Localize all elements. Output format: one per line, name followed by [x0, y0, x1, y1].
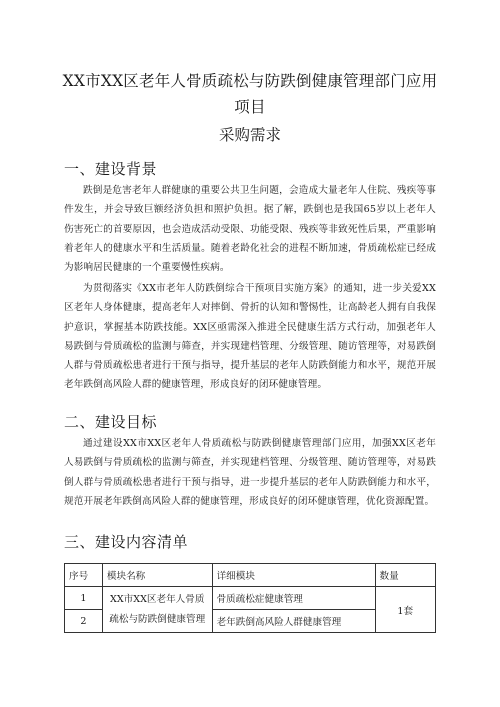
document-subtitle: 采购需求: [218, 126, 281, 144]
table-row: [65, 587, 436, 610]
section-heading-background: 一、建设背景: [64, 160, 158, 178]
table-header-row: [65, 564, 436, 587]
table-cell-module-name: XX市XX区老年人骨质疏松与防跌倒健康管理: [102, 587, 212, 633]
goals-paragraph: 通过建设XX市XX区老年人骨质疏松与防跌倒健康管理部门应用，加强XX区老年人易跌倒与骨质疏松的监测与筛查，并实现建档管理、分级管理、随访管理等，对易跌倒人群与骨质疏松患者进行干预与指导，进一步提升基层的老年人防跌倒能力和水平，规范开展老年跌倒高风险人群的健康管理，形成良好的闭环健康管理，优化资源配置。: [64, 438, 436, 507]
background-paragraph-1: 跌倒是危害老年人群健康的重要公共卫生问题，会造成大量老年人住院、残疾等事件发生，并会导致巨额经济负担和照护负担。据了解，跌倒也是我国65岁以上老年人伤害死亡的首要原因，也会造成活动受限、功能受限、残疾等非致死性后果，严重影响着老年人的健康水平和生活质量。随着老龄化社会的进程不断加速，骨质疏松症已经成为影响居民健康的一个重要慢性疾病。: [64, 185, 436, 274]
table-cell-no: 2: [65, 610, 103, 633]
table-cell-detail: 老年跌倒高风险人群健康管理: [212, 610, 375, 633]
table-header-module: 模块名称: [102, 564, 212, 587]
table-cell-quantity: 1套: [375, 587, 436, 633]
background-paragraph-2: 为贯彻落实《XX市老年人防跌倒综合干预项目实施方案》的通知，进一步关爱XX区老年人身体健康，提高老年人对摔倒、骨折的认知和警惕性，让高龄老人拥有自我保护意识，掌握基本防跌技能。XX区亟需深入推进全民健康生活方式行动，加强老年人易跌倒与骨质疏松的监测与筛查，并实现建档管理、分级管理、随访管理等，对易跌倒人群与骨质疏松患者进行干预与指导，提升基层的老年人防跌倒能力和水平，规范开展老年跌倒高风险人群的健康管理，形成良好的闭环健康管理。: [64, 283, 436, 391]
requirements-table: [64, 563, 436, 633]
document-title: XX市XX区老年人骨质疏松与防跌倒健康管理部门应用项目: [62, 72, 438, 116]
table-cell-detail: 骨质疏松症健康管理: [212, 587, 375, 610]
table-header-detail: 详细模块: [212, 564, 375, 587]
table-header-no: 序号: [65, 564, 103, 587]
table-cell-no: 1: [65, 587, 103, 610]
section-heading-content-list: 三、建设内容清单: [64, 533, 189, 551]
section-heading-goals: 二、建设目标: [64, 413, 158, 431]
table-header-quantity: 数量: [375, 564, 436, 587]
